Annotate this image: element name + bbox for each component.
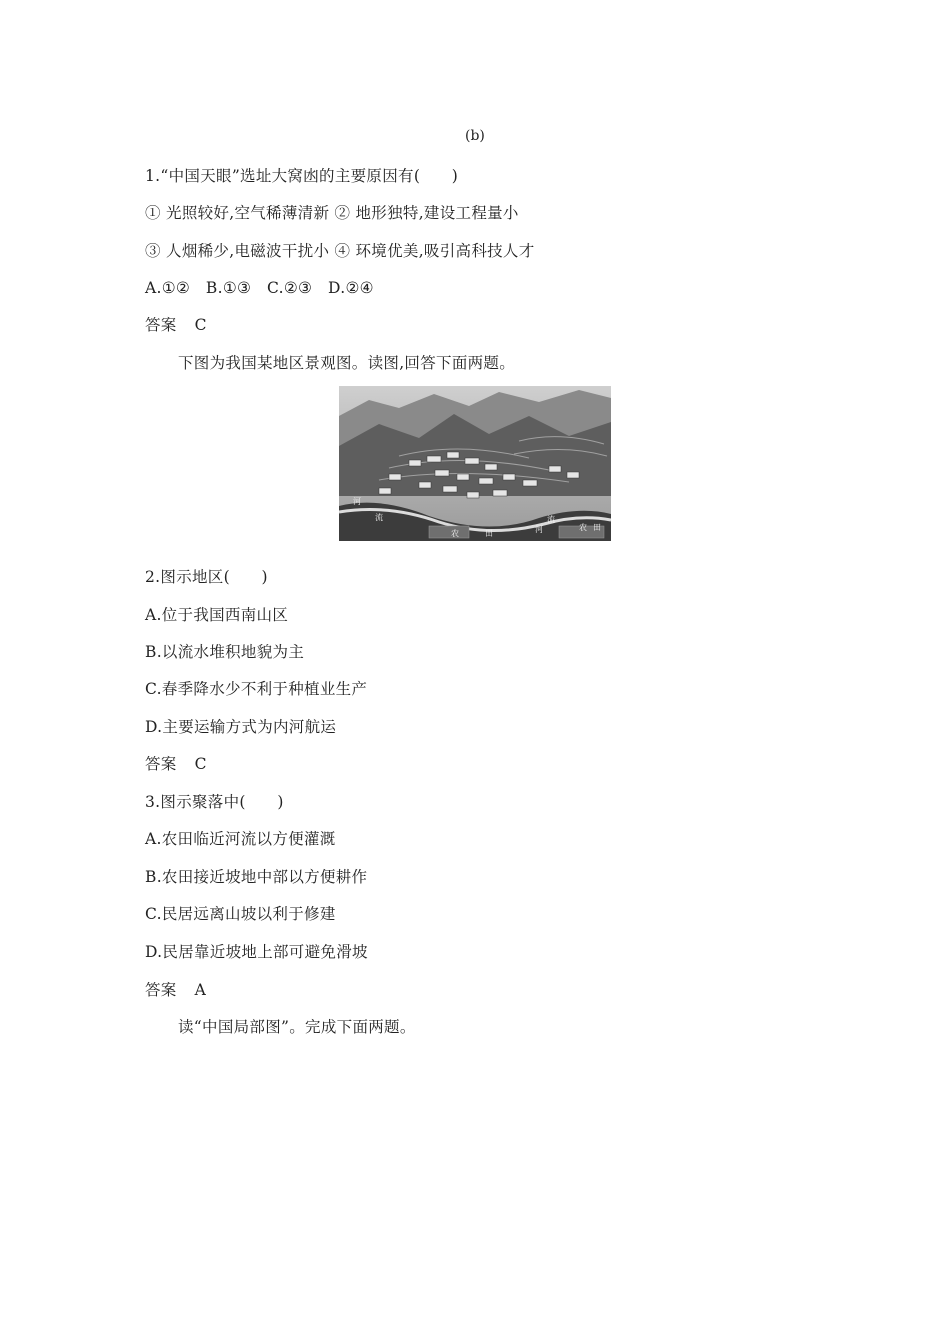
q3-option-c: C.民居远离山坡以利于修建 — [145, 905, 336, 923]
answer-value: C — [194, 316, 207, 334]
q3-stem: 3.图示聚落中( ) — [145, 793, 284, 811]
q3-option-b: B.农田接近坡地中部以方便耕作 — [145, 868, 368, 886]
photo-label-river-1: 河 — [353, 497, 361, 506]
q2-answer — [145, 754, 207, 774]
q1-stem: 1.“中国天眼”选址大窝凼的主要原因有( ) — [145, 167, 459, 185]
q1-options-line-1: ① 光照较好,空气稀薄清新 ② 地形独特,建设工程量小 — [145, 204, 519, 222]
photo-label-field-1: 农 — [451, 529, 459, 538]
photo-label-field-3: 农 — [579, 523, 587, 532]
q1-choices: A.①② B.①③ C.②③ D.②④ — [145, 279, 374, 297]
q2-option-a: A.位于我国西南山区 — [145, 606, 289, 624]
intro-landscape: 下图为我国某地区景观图。读图,回答下面两题。 — [178, 354, 516, 372]
q2-option-c: C.春季降水少不利于种植业生产 — [145, 680, 368, 698]
q2-option-b: B.以流水堆积地貌为主 — [145, 643, 305, 661]
photo-label-field-2: 田 — [485, 529, 493, 538]
q3-answer — [145, 980, 206, 1000]
q2-stem: 2.图示地区( ) — [145, 568, 268, 586]
answer-value: A — [194, 981, 207, 999]
answer-value: C — [194, 755, 207, 773]
photo-label-river-2: 流 — [375, 513, 383, 522]
photo-label-field-4: 田 — [593, 523, 601, 532]
photo-label-river-4: 流 — [547, 515, 555, 524]
q2-option-d: D.主要运输方式为内河航运 — [145, 718, 337, 736]
figure-caption: (b) — [465, 128, 485, 144]
intro-map: 读“中国局部图”。完成下面两题。 — [178, 1018, 416, 1036]
answer-label: 答案 — [145, 981, 177, 999]
q3-option-d: D.民居靠近坡地上部可避免滑坡 — [145, 943, 368, 961]
answer-label: 答案 — [145, 755, 177, 773]
q1-answer — [145, 315, 207, 335]
q1-options-line-2: ③ 人烟稀少,电磁波干扰小 ④ 环境优美,吸引高科技人才 — [145, 242, 535, 260]
landscape-photo — [339, 386, 611, 541]
photo-label-river-3: 河 — [535, 525, 543, 534]
answer-label: 答案 — [145, 316, 177, 334]
q3-option-a: A.农田临近河流以方便灌溉 — [145, 830, 336, 848]
